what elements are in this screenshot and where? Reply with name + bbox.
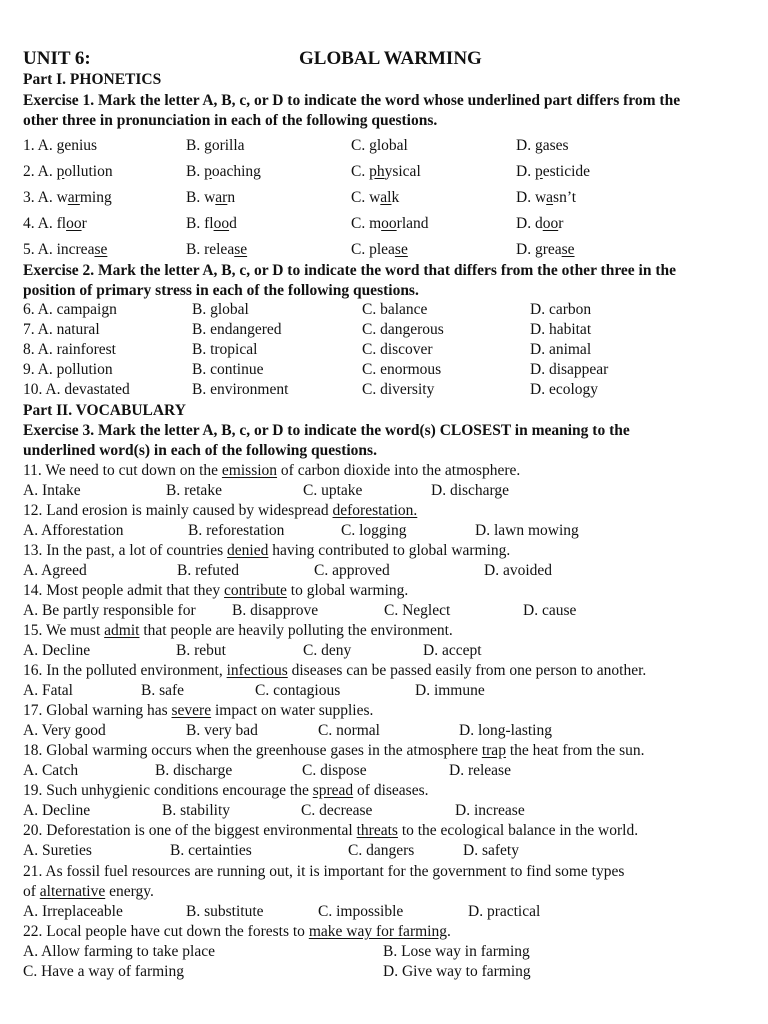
answer-options — [0, 721, 768, 741]
option-d: D. habitat — [530, 321, 592, 338]
stem-text: 11. We need to cut down on the — [23, 462, 222, 479]
option-text: D. d — [516, 215, 543, 232]
option-c: C. discover — [362, 341, 433, 358]
stem-text: to the ecological balance in the world. — [397, 822, 639, 839]
question-stem: 22. Local people have cut down the forests to make way for farming. — [23, 923, 451, 940]
option-a: A. Agreed — [23, 562, 87, 579]
stem-text: 15. We must — [23, 622, 105, 639]
underlined-word: trap — [481, 742, 506, 759]
option-b: B. global — [192, 301, 249, 318]
option-d — [516, 162, 590, 182]
stem-text: of diseases. — [353, 782, 429, 799]
question-stem — [23, 701, 373, 721]
question-stem — [23, 821, 638, 841]
answer-options — [0, 561, 768, 581]
underlined-word: deforestation. — [332, 502, 418, 519]
option-b: B. very bad — [186, 722, 258, 739]
option-b — [186, 240, 247, 260]
question-stem — [23, 621, 453, 641]
exercise3-instruction-line1: Exercise 3. Mark the letter A, B, c, or D to indicate the word(s) CLOSEST in meaning to the — [23, 422, 630, 439]
option-a: 10. A. devastated — [23, 381, 130, 398]
option-text: 3. A. w — [23, 189, 68, 206]
option-c — [351, 162, 421, 182]
option-a — [23, 136, 97, 156]
underlined-letters: p — [204, 163, 212, 180]
option-c — [351, 136, 408, 156]
option-a: 6. A. campaign — [23, 301, 117, 318]
question-row — [0, 214, 768, 234]
stem-text: 16. In the polluted environment, — [23, 662, 227, 679]
option-b: B. disapprove — [232, 602, 319, 619]
underlined-letters: g — [56, 137, 65, 154]
question-row — [0, 380, 768, 400]
option-d: D. lawn mowing — [475, 522, 579, 539]
option-a — [23, 162, 113, 182]
option-b: B. stability — [162, 802, 231, 819]
question-stem — [23, 661, 646, 681]
option-text: n — [227, 189, 236, 206]
stem-text: that people are heavily polluting the environment. — [139, 622, 453, 639]
option-text: B. w — [186, 189, 216, 206]
option-text: r — [81, 215, 87, 232]
underlined-letters: se — [94, 241, 108, 258]
option-text: rland — [396, 215, 429, 232]
option-b: B. endangered — [192, 321, 282, 338]
option-text: ming — [79, 189, 112, 206]
option-d: D. Give way to farming — [383, 963, 531, 980]
option-text: esticide — [542, 163, 591, 180]
option-text: C. — [351, 137, 370, 154]
stem-text: 18. Global warming occurs when the greenhouse gases in the atmosphere — [23, 742, 482, 759]
option-c: C. dangerous — [362, 321, 444, 338]
option-a: 7. A. natural — [23, 321, 100, 338]
question-row — [0, 162, 768, 182]
underlined-letters: oo — [381, 215, 397, 232]
exercise1-instruction-line2: other three in pronunciation in each of the following questions. — [23, 112, 438, 129]
option-c: C. approved — [314, 562, 390, 579]
underlined-letters: oo — [542, 215, 559, 232]
option-text: r — [558, 215, 564, 232]
option-a: A. Afforestation — [23, 522, 124, 539]
option-a: A. Allow farming to take place — [23, 943, 215, 960]
option-text: B. relea — [186, 241, 235, 258]
unit-label: UNIT 6: — [23, 48, 91, 69]
option-a: A. Decline — [23, 802, 91, 819]
underlined-letters: a — [546, 189, 554, 206]
question-stem — [23, 581, 408, 601]
option-text: orilla — [211, 137, 245, 154]
question-stem — [23, 501, 417, 521]
question-row — [0, 320, 768, 340]
option-text: ysical — [384, 163, 421, 180]
underlined-letters: p — [534, 163, 543, 180]
stem-text: diseases can be passed easily from one person to another. — [287, 662, 647, 679]
option-c: C. contagious — [255, 682, 341, 699]
option-a: A. Catch — [23, 762, 79, 779]
option-a — [23, 188, 112, 208]
option-d: D. accept — [423, 642, 482, 659]
option-text: D. w — [516, 189, 547, 206]
option-a: A. Intake — [23, 482, 81, 499]
option-text: C. — [351, 163, 370, 180]
question-stem — [23, 741, 645, 761]
question-row — [0, 240, 768, 260]
exercise1-instruction-line1: Exercise 1. Mark the letter A, B, c, or D to indicate the word whose underlined part differs from the — [23, 92, 681, 109]
option-b: B. reforestation — [188, 522, 285, 539]
underlined-letters: se — [561, 241, 575, 258]
question-stem — [23, 541, 510, 561]
option-text: enius — [64, 137, 98, 154]
option-a — [23, 240, 107, 260]
option-b: B. discharge — [155, 762, 233, 779]
option-text: B. — [186, 163, 205, 180]
stem-text: 17. Global warning has — [23, 702, 172, 719]
option-b: B. certainties — [170, 842, 252, 859]
answer-options — [0, 761, 768, 781]
stem-text: 12. Land erosion is mainly caused by widespread — [23, 502, 333, 519]
answer-options — [0, 641, 768, 661]
underlined-word: threats — [356, 822, 398, 839]
option-text: lobal — [376, 137, 408, 154]
option-text: D. grea — [516, 241, 562, 258]
answer-options — [0, 962, 768, 982]
underlined-letters: ar — [215, 189, 228, 206]
option-b: B. retake — [166, 482, 222, 499]
option-d: D. ecology — [530, 381, 599, 398]
option-d: D. increase — [455, 802, 525, 819]
stem-text: 19. Such unhygienic conditions encourage the — [23, 782, 313, 799]
stem-text: the heat from the sun. — [505, 742, 645, 759]
option-d — [516, 136, 569, 156]
option-text: C. plea — [351, 241, 395, 258]
option-text: k — [391, 189, 400, 206]
option-text: D. — [516, 137, 535, 154]
stem-text: 13. In the past, a lot of countries — [23, 542, 228, 559]
option-c: C. Neglect — [384, 602, 451, 619]
option-b: B. environment — [192, 381, 289, 398]
option-text: 2. A. — [23, 163, 57, 180]
question-row — [0, 360, 768, 380]
option-b — [186, 136, 245, 156]
option-b: B. continue — [192, 361, 264, 378]
option-a: 9. A. pollution — [23, 361, 113, 378]
option-c: C. decrease — [301, 802, 373, 819]
option-d: D. immune — [415, 682, 485, 699]
underlined-letters: p — [56, 163, 65, 180]
question-row — [0, 300, 768, 320]
question-stem — [23, 781, 428, 801]
part2-heading: Part II. VOCABULARY — [23, 402, 186, 419]
option-c — [351, 214, 429, 234]
option-text: oaching — [211, 163, 261, 180]
option-a: A. Very good — [23, 722, 106, 739]
question-row — [0, 340, 768, 360]
option-text: 4. A. fl — [23, 215, 67, 232]
option-b — [186, 214, 237, 234]
option-c: C. balance — [362, 301, 428, 318]
option-text: B. — [186, 137, 205, 154]
option-a — [23, 214, 87, 234]
option-d: D. long-lasting — [459, 722, 552, 739]
option-d — [516, 240, 575, 260]
option-d: D. avoided — [484, 562, 553, 579]
option-c: C. dangers — [348, 842, 415, 859]
answer-options — [0, 521, 768, 541]
answer-options — [0, 942, 768, 962]
answer-options — [0, 601, 768, 621]
option-c: C. Have a way of farming — [23, 963, 184, 980]
underlined-word: admit — [104, 622, 140, 639]
underlined-word: alternative — [39, 883, 106, 900]
option-c: C. impossible — [318, 903, 404, 920]
answer-options — [0, 902, 768, 922]
underlined-word: denied — [227, 542, 269, 559]
underlined-letters: g — [534, 137, 543, 154]
stem-text: of carbon dioxide into the atmosphere. — [277, 462, 521, 479]
option-d: D. release — [449, 762, 511, 779]
underlined-word: spread — [312, 782, 354, 799]
option-c: C. normal — [318, 722, 380, 739]
option-b — [186, 188, 235, 208]
option-d: D. safety — [463, 842, 519, 859]
option-d: D. practical — [468, 903, 541, 920]
option-text: 5. A. increa — [23, 241, 95, 258]
option-text: D. — [516, 163, 535, 180]
option-text: C. w — [351, 189, 381, 206]
option-a: 8. A. rainforest — [23, 341, 116, 358]
option-text: ases — [542, 137, 569, 154]
stem-text: impact on water supplies. — [211, 702, 374, 719]
option-b: B. rebut — [176, 642, 226, 659]
option-text: ollution — [64, 163, 113, 180]
answer-options — [0, 681, 768, 701]
underlined-word: emission — [221, 462, 278, 479]
underlined-letters: ph — [369, 163, 385, 180]
stem-text: having contributed to global warming. — [268, 542, 511, 559]
exercise3-instruction-line2: underlined word(s) in each of the following questions. — [23, 442, 377, 459]
unit-title: GLOBAL WARMING — [299, 48, 482, 69]
option-text: C. m — [351, 215, 382, 232]
option-d: D. animal — [530, 341, 592, 358]
answer-options — [0, 841, 768, 861]
option-b: B. substitute — [186, 903, 264, 920]
stem-text: to global warming. — [286, 582, 409, 599]
option-d — [516, 188, 576, 208]
option-c — [351, 240, 408, 260]
option-d: D. carbon — [530, 301, 592, 318]
option-c: C. diversity — [362, 381, 435, 398]
stem-text: 14. Most people admit that they — [23, 582, 225, 599]
option-d: D. cause — [523, 602, 577, 619]
option-text: sn’t — [553, 189, 577, 206]
exercise2-instruction-line1: Exercise 2. Mark the letter A, B, c, or D to indicate the word that differs from the other three in the — [23, 262, 677, 279]
option-text: 1. A. — [23, 137, 57, 154]
option-b: B. refuted — [177, 562, 239, 579]
option-c: C. deny — [303, 642, 352, 659]
question-row — [0, 188, 768, 208]
part1-heading: Part I. PHONETICS — [23, 71, 162, 88]
option-b — [186, 162, 261, 182]
option-c: C. enormous — [362, 361, 442, 378]
question-row — [0, 136, 768, 156]
option-text: B. fl — [186, 215, 214, 232]
underlined-word: infectious — [226, 662, 288, 679]
answer-options — [0, 481, 768, 501]
exercise2-instruction-line2: position of primary stress in each of the following questions. — [23, 282, 419, 299]
option-d: D. discharge — [431, 482, 510, 499]
underlined-word: severe — [171, 702, 212, 719]
stem-text: 20. Deforestation is one of the biggest environmental — [23, 822, 357, 839]
option-b: B. tropical — [192, 341, 258, 358]
underlined-letters: ar — [67, 189, 80, 206]
question-stem — [23, 461, 520, 481]
option-a: A. Sureties — [23, 842, 92, 859]
option-a: A. Fatal — [23, 682, 73, 699]
option-a: A. Irreplaceable — [23, 903, 123, 920]
option-c — [351, 188, 399, 208]
option-c: C. dispose — [302, 762, 367, 779]
option-b: B. safe — [141, 682, 185, 699]
option-c: C. uptake — [303, 482, 363, 499]
underlined-letters: g — [369, 137, 377, 154]
option-d: D. disappear — [530, 361, 609, 378]
option-text: d — [229, 215, 237, 232]
option-b: B. Lose way in farming — [383, 943, 530, 960]
underlined-word: contribute — [224, 582, 287, 599]
option-a: A. Decline — [23, 642, 91, 659]
underlined-letters: se — [394, 241, 408, 258]
underlined-letters: al — [380, 189, 392, 206]
question-stem-continued: of alternative energy. — [23, 883, 154, 900]
option-a: A. Be partly responsible for — [23, 602, 196, 619]
question-stem: 21. As fossil fuel resources are running out, it is important for the government to find some types — [23, 863, 625, 880]
answer-options — [0, 801, 768, 821]
option-d — [516, 214, 563, 234]
underlined-letters: oo — [66, 215, 82, 232]
underlined-word: make way for farming — [308, 923, 447, 940]
underlined-letters: g — [204, 137, 212, 154]
underlined-letters: se — [234, 241, 248, 258]
underlined-letters: oo — [213, 215, 230, 232]
option-c: C. logging — [341, 522, 407, 539]
